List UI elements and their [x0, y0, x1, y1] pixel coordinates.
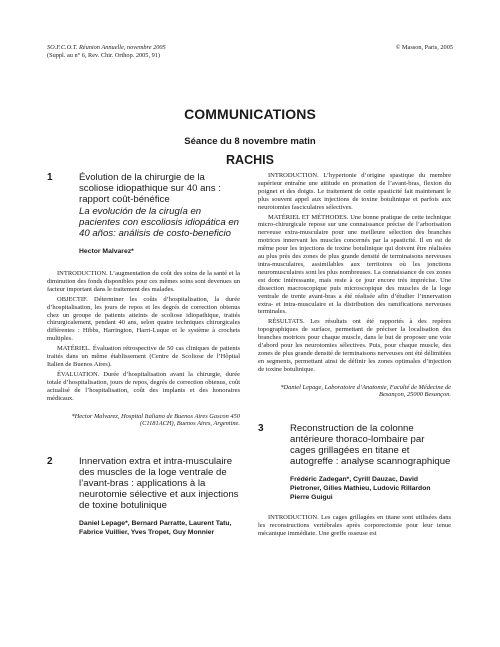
paragraph-objectif: OBJECTIF. Déterminer les coûts d’hospitalisation, la durée d’hospitalisation, les jours de repos et les degrés de correction obtenus chez un groupe de patients atteints de scoliose idiopathique, traités chirurgicalement, pendant 40 ans, selon quatre techniques chirurgicales différentes : Hibbs, Harrington, Harri-Luque et le système à crochets multiples. [47, 295, 240, 343]
journal-line: SO.F.C.O.T. Réunion Annuelle, novembre 2005 [47, 44, 166, 51]
right-column [258, 172, 451, 538]
paragraph-evaluation: ÉVALUATION. Durée d’hospitalisation avant la chirurgie, durée totale d’hospitalisation, jours de repos, degrés de correction obtenus, coût actualisé de l’hospitalisation, coût des implants et des honoraires médicaux. [47, 370, 240, 402]
page-title: COMMUNICATIONS [184, 106, 316, 122]
supplement-line: (Suppl. au n° 6, Rev. Chir. Orthop. 2005, 91) [47, 52, 160, 59]
article-authors: Daniel Lepage*, Bernard Parratte, Laurent Tatu, Fabrice Vuillier, Yves Tropet, Guy Monnier [79, 520, 232, 537]
article-title: Innervation extra et intra-musculaire des muscles de la loge ventrale de l’avant-bras : applications à la neurotomie sélective et aux injections de toxine botulinique [79, 456, 239, 512]
article-number: 2 [47, 456, 53, 468]
article-affiliation: *Daniel Lepage, Laboratoire d’Anatomie, Faculté de Médecine de Besançon, 25000 Besançon. [280, 383, 451, 399]
paragraph-introduction: INTRODUCTION. L’augmentation du coût des soins de la santé et la diminution des fonds disponibles pour ces mêmes soins sont devenues un facteur important dans le traitement des malades. [47, 270, 240, 293]
article-authors: Hector Malvarez* [79, 248, 134, 255]
article-affiliation: *Hector Malvarez, Hospital Italiano de Buenos Aires Gascon 450 (C1181ACH), Buenos Aires, Argentine. [71, 412, 240, 428]
running-header-left [47, 44, 166, 60]
article-authors: Frédéric Zadegan*, Cyrill Dauzac, David Pietroner, Gilles Mathieu, Ludovic Rillardon Pierre Guigui [290, 476, 431, 502]
paragraph-introduction: INTRODUCTION. Les cages grillagées en titane sont utilisées dans les reconstructions vertébrales après corporectomie pour leur tenue mécanique immédiate. Une greffe osseuse est [258, 514, 451, 538]
section-heading: RACHIS [226, 153, 274, 167]
article-title-spanish: La evolución de la cirugía en pacientes con escoliosis idiopática en 40 años: análisis de costo-beneficio [79, 206, 239, 239]
article-3 [258, 423, 451, 502]
article-title: Reconstruction de la colonne antérieure thoraco-lombaire par cages grillagées en titane et autogreffe : analyse scannographique [290, 423, 451, 468]
article-1 [47, 172, 240, 256]
paragraph-materiel: MATÉRIEL. Évaluation rétrospective de 50 cas cliniques de patients traités dans un même établissement (Centre de Scoliose de l’Hôpital Italien de Buenos Aires). [47, 345, 240, 368]
paragraph-resultats: RÉSULTATS. Les résultats ont été rapportés à des repères topographiques de surface, permettant de préciser la localisation des branches motrices pour chaque muscle, dans le but de proposer une voie d’abord pour les neurotomies sélectives. Puis, pour chaque muscle, des zones de plus grande densité de terminaisons nerveuses ont été délimitées en segments, permettant ainsi de définir les zones optimales d’injection de toxine botulinique. [258, 318, 451, 373]
article-number: 1 [47, 172, 53, 183]
left-column [47, 172, 240, 537]
article-title: Évolution de la chirurgie de la scoliose idiopathique sur 40 ans : rapport coût-bénéfice [79, 172, 221, 205]
session-heading: Séance du 8 novembre matin [184, 136, 316, 147]
article-number: 3 [258, 423, 264, 435]
paragraph-introduction: INTRODUCTION. L’hypertonie d’origine spastique du membre supérieur entraîne une attitude en pronation de l’avant-bras, flexion du poignet et des doigts. Le traitement de cette spasticité fait maintenant le plus souvent appel aux injections de toxine botulinique et parfois aux neurotomies fasciculaires sélectives. [258, 172, 451, 211]
article-2 [47, 456, 240, 537]
copyright-line: © Masson, Paris, 2005 [395, 44, 453, 51]
paragraph-materiel-methodes: MATÉRIEL ET MÉTHODES. Une bonne pratique de cette technique micro-chirurgicale repose sur une connaissance précise de l’arborisation nerveuse extra-musculaire pour une meilleure sélection des branches motrices innervant les muscles concernés par la spasticité. Il en est de même pour les injections de toxine botulinique qui doivent être réalisées au plus près des zones de plus grande densité de terminaisons nerveuses intra-musculaires, assimilables aux territoires où les jonctions neuromusculaires sont les plus nombreuses. La connaissance de ces zones est donc intéressante, mais reste à ce jour encore très imprécise. Une dissection macroscopique puis microscopique des muscles de la loge ventrale de trente avant-bras a été réalisée afin d’étudier l’innervation extra- et intra-musculaire et la distribution des ramifications nerveuses terminales. [258, 213, 451, 316]
